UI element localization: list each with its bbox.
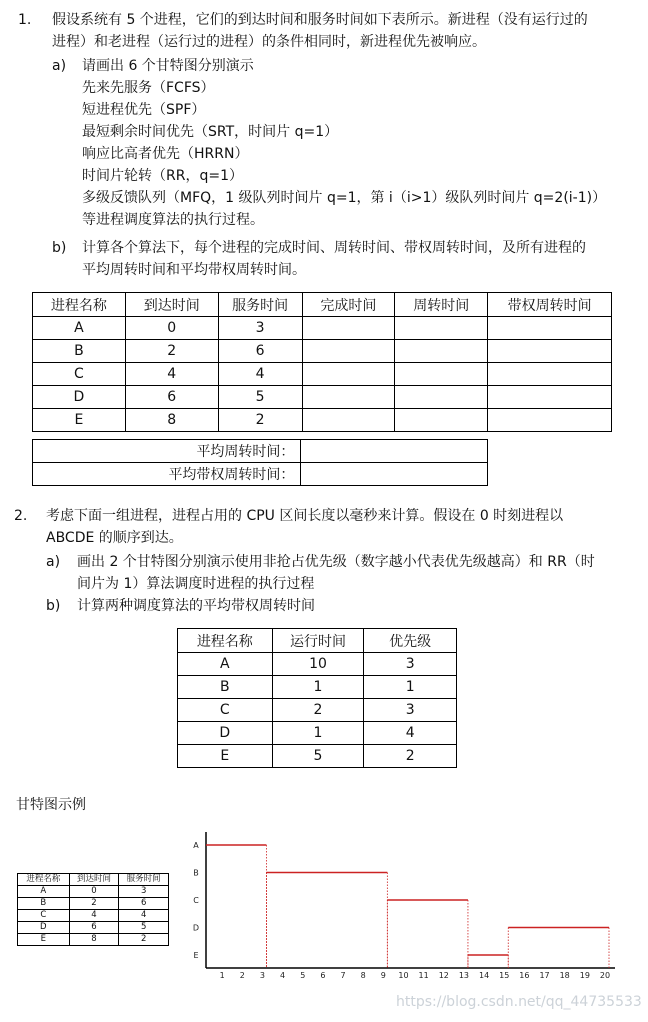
q1-a-label: a)	[52, 58, 67, 74]
q1-b-line2: 平均周转时间和平均带权周转时间。	[82, 262, 306, 278]
table-cell: C	[18, 910, 70, 922]
header-cell: 带权周转时间	[488, 293, 612, 317]
x-tick-label: 2	[239, 971, 245, 980]
table-cell: E	[18, 934, 70, 946]
table-cell: A	[33, 317, 126, 340]
table-cell	[488, 363, 612, 386]
x-tick-label: 15	[499, 971, 510, 980]
table-cell: B	[33, 340, 126, 363]
table-cell: B	[178, 676, 273, 699]
q1-average-table	[32, 439, 488, 486]
table-cell	[488, 386, 612, 409]
q1-intro-line1: 假设系统有 5 个进程，它们的到达时间和服务时间如下表所示。新进程（没有运行过的	[52, 12, 588, 28]
table-cell: 4	[364, 722, 457, 745]
header-cell: 进程名称	[18, 874, 70, 886]
table-cell: 6	[125, 386, 218, 409]
q1-process-table	[32, 292, 612, 432]
x-tick-label: 5	[300, 971, 306, 980]
q2-b-label: b)	[46, 598, 61, 614]
table-cell: 6	[119, 898, 169, 910]
table-cell: 1	[272, 722, 364, 745]
x-tick-label: 20	[599, 971, 611, 980]
table-cell: 2	[218, 409, 302, 432]
q1-a-line-1: 请画出 6 个甘特图分别演示	[82, 58, 254, 74]
x-tick-label: 9	[380, 971, 386, 980]
table-cell: E	[178, 745, 273, 768]
table-cell: 6	[69, 922, 119, 934]
table-cell: 1	[272, 676, 364, 699]
q2-a-label: a)	[46, 554, 61, 570]
table-row	[33, 409, 612, 432]
q2-process-table	[177, 628, 457, 768]
table-row	[178, 653, 457, 676]
example-process-table	[17, 873, 169, 946]
table-cell: 2	[119, 934, 169, 946]
x-tick-label: 19	[579, 971, 590, 980]
header-cell: 服务时间	[218, 293, 302, 317]
avg-weighted-value	[301, 463, 488, 486]
x-tick-label: 4	[280, 971, 286, 980]
table-row	[18, 886, 169, 898]
table-cell	[395, 386, 488, 409]
q2-number: 2.	[14, 508, 28, 524]
q1-intro-line2: 进程）和老进程（运行过的进程）的条件相同时，新进程优先被响应。	[52, 34, 486, 50]
table-cell	[488, 409, 612, 432]
table-cell	[395, 363, 488, 386]
avg-turnaround-value	[301, 440, 488, 463]
q1-a-line-7: 多级反馈队列（MFQ，1 级队列时间片 q=1，第 i（i>1）级队列时间片 q=2(i-1)）	[82, 190, 607, 206]
table-cell	[395, 409, 488, 432]
table-cell: 3	[119, 886, 169, 898]
q1-a-list	[82, 55, 606, 231]
q2-intro-line2: ABCDE 的顺序到达。	[46, 530, 183, 546]
table-cell: 6	[218, 340, 302, 363]
table-cell: 3	[364, 653, 457, 676]
table-cell	[302, 317, 395, 340]
avg-weighted-label: 平均带权周转时间：	[33, 463, 301, 486]
x-tick-label: 10	[398, 971, 409, 980]
x-tick-label: 3	[259, 971, 265, 980]
table-cell: 1	[364, 676, 457, 699]
table-cell	[302, 386, 395, 409]
table-row	[18, 934, 169, 946]
table-cell: 2	[364, 745, 457, 768]
header-cell: 进程名称	[33, 293, 126, 317]
header-cell: 服务时间	[119, 874, 169, 886]
table-row	[18, 898, 169, 910]
table-cell: 2	[125, 340, 218, 363]
table-cell: C	[178, 699, 273, 722]
table-row	[178, 745, 457, 768]
avg-turnaround-label: 平均周转时间：	[33, 440, 301, 463]
watermark: https://blog.csdn.net/qq_44735533	[396, 994, 642, 1010]
x-tick-label: 17	[539, 971, 550, 980]
table-cell: 3	[218, 317, 302, 340]
table-row	[33, 386, 612, 409]
x-tick-label: 1	[219, 971, 225, 980]
q1-number: 1.	[18, 12, 32, 28]
header-cell: 周转时间	[395, 293, 488, 317]
q2-b-line1: 计算两种调度算法的平均带权周转时间	[77, 598, 315, 614]
table-row	[178, 699, 457, 722]
q2-a-line1: 画出 2 个甘特图分别演示使用非抢占优先级（数字越小代表优先级越高）和 RR（时	[77, 554, 595, 570]
header-cell: 到达时间	[125, 293, 218, 317]
table-cell: 8	[125, 409, 218, 432]
q1-a-line-4: 最短剩余时间优先（SRT，时间片 q=1）	[82, 124, 339, 140]
table-row	[33, 340, 612, 363]
q2-intro-line1: 考虑下面一组进程，进程占用的 CPU 区间长度以毫秒来计算。假设在 0 时刻进程以	[46, 508, 564, 524]
table-cell: 10	[272, 653, 364, 676]
table-cell: D	[178, 722, 273, 745]
x-tick-label: 18	[559, 971, 570, 980]
table-cell: 2	[272, 699, 364, 722]
table-cell: 2	[69, 898, 119, 910]
y-tick-label: E	[193, 951, 199, 960]
table-cell	[395, 340, 488, 363]
table-cell: 3	[364, 699, 457, 722]
table-row	[178, 676, 457, 699]
header-cell: 完成时间	[302, 293, 395, 317]
x-tick-label: 11	[418, 971, 429, 980]
x-tick-label: 16	[519, 971, 530, 980]
header-cell: 到达时间	[69, 874, 119, 886]
table-cell: 0	[69, 886, 119, 898]
table-cell: C	[33, 363, 126, 386]
table-cell: 4	[119, 910, 169, 922]
q1-a-line-5: 响应比高者优先（HRRN）	[82, 146, 249, 162]
table-row	[33, 317, 612, 340]
y-tick-label: C	[193, 896, 199, 905]
q1-b-line1: 计算各个算法下，每个进程的完成时间、周转时间、带权周转时间，及所有进程的	[82, 240, 586, 256]
y-tick-label: D	[192, 923, 200, 933]
table-cell: A	[18, 886, 70, 898]
q1-a-line-6: 时间片轮转（RR，q=1）	[82, 168, 243, 184]
table-cell	[395, 317, 488, 340]
gantt-chart	[185, 828, 615, 988]
table-cell	[302, 363, 395, 386]
table-cell	[302, 340, 395, 363]
table-cell	[488, 317, 612, 340]
table-row	[178, 722, 457, 745]
x-tick-label: 12	[438, 971, 449, 980]
q1-a-line-2: 先来先服务（FCFS）	[82, 80, 215, 96]
example-title: 甘特图示例	[16, 797, 86, 813]
table-cell: 5	[119, 922, 169, 934]
y-tick-label: A	[193, 841, 199, 850]
table-cell: 5	[272, 745, 364, 768]
x-tick-label: 7	[340, 971, 346, 980]
table-row	[18, 910, 169, 922]
x-tick-label: 13	[458, 971, 470, 980]
header-cell: 优先级	[364, 629, 457, 653]
header-cell: 运行时间	[272, 629, 364, 653]
table-cell: D	[33, 386, 126, 409]
table-row	[18, 922, 169, 934]
table-cell: 0	[125, 317, 218, 340]
table-cell: 8	[69, 934, 119, 946]
q1-b-label: b)	[52, 240, 67, 256]
table-cell: 4	[69, 910, 119, 922]
x-tick-label: 8	[360, 971, 366, 980]
table-cell: 4	[125, 363, 218, 386]
x-tick-label: 14	[479, 971, 490, 980]
table-cell: 5	[218, 386, 302, 409]
table-cell: D	[18, 922, 70, 934]
x-tick-label: 6	[320, 971, 326, 980]
y-tick-label: B	[193, 868, 199, 878]
table-cell: B	[18, 898, 70, 910]
table-row	[33, 363, 612, 386]
q1-a-line-3: 短进程优先（SPF）	[82, 102, 206, 118]
table-cell: E	[33, 409, 126, 432]
header-cell: 进程名称	[178, 629, 273, 653]
q2-a-line2: 间片为 1）算法调度时进程的执行过程	[77, 576, 315, 592]
table-cell	[302, 409, 395, 432]
q1-a-line-8: 等进程调度算法的执行过程。	[82, 212, 264, 228]
table-cell: A	[178, 653, 273, 676]
table-cell	[488, 340, 612, 363]
table-cell: 4	[218, 363, 302, 386]
